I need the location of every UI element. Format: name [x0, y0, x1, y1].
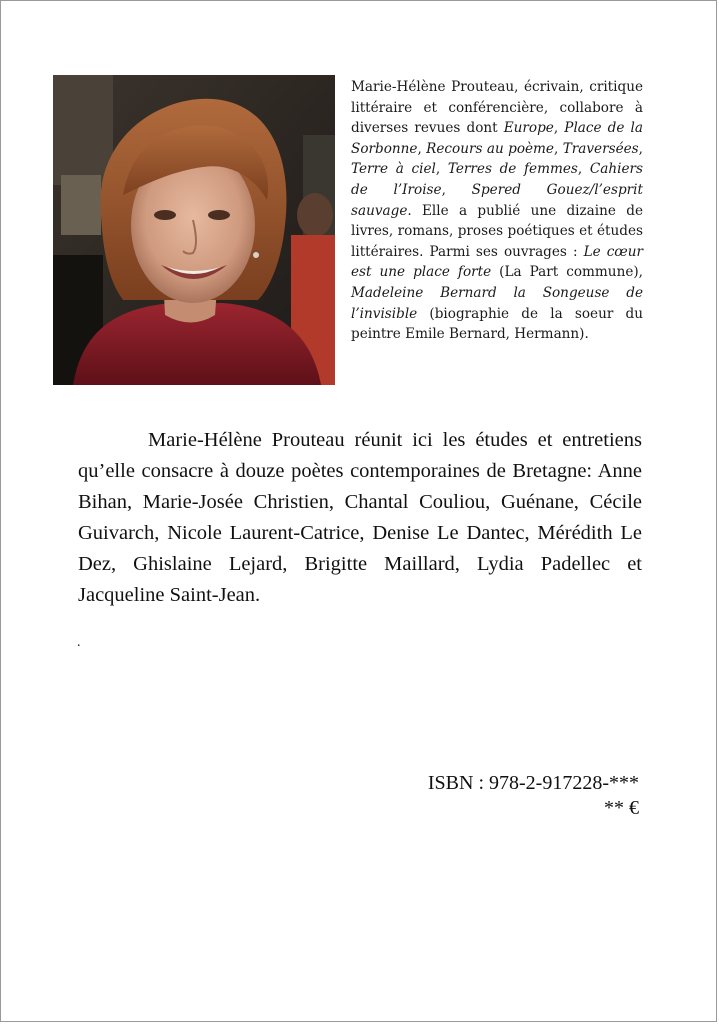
author-portrait-image: [53, 75, 335, 385]
isbn-number: ISBN : 978-2-917228-***: [427, 772, 639, 794]
price: ** €: [604, 797, 639, 819]
stray-dot: .: [77, 635, 81, 650]
author-bio: Marie-Hélène Prouteau, écrivain, critique littéraire et conférencière, collabore à diverses revues dont Europe, Place de la Sorbonne, Recours au poème, Traversées, Terre à ciel, Terres de femmes, Cahiers de l’Iroise, Spered Gouez/l’esprit sauvage. Elle a publié une dizaine de livres, romans, proses poétiques et études littéraires. Parmi ses ouvrages : Le cœur est une place forte (La Part commune), Madeleine Bernard la Songeuse de l’invisible (biographie de la soeur du peintre Emile Bernard, Hermann).: [351, 79, 643, 343]
book-summary: Marie-Hélène Prouteau réunit ici les études et entretiens qu’elle consacre à douze poètes contemporaines de Bretagne: Anne Bihan, Marie-Josée Christien, Chantal Couliou, Guénane, Cécile Guivarch, Nicole Laurent-Catrice, Denise Le Dantec, Mérédith Le Dez, Ghislaine Lejard, Brigitte Maillard, Lydia Padellec et Jacqueline Saint-Jean.: [78, 429, 642, 606]
isbn-block: [428, 771, 639, 821]
author-photo: [53, 75, 335, 385]
